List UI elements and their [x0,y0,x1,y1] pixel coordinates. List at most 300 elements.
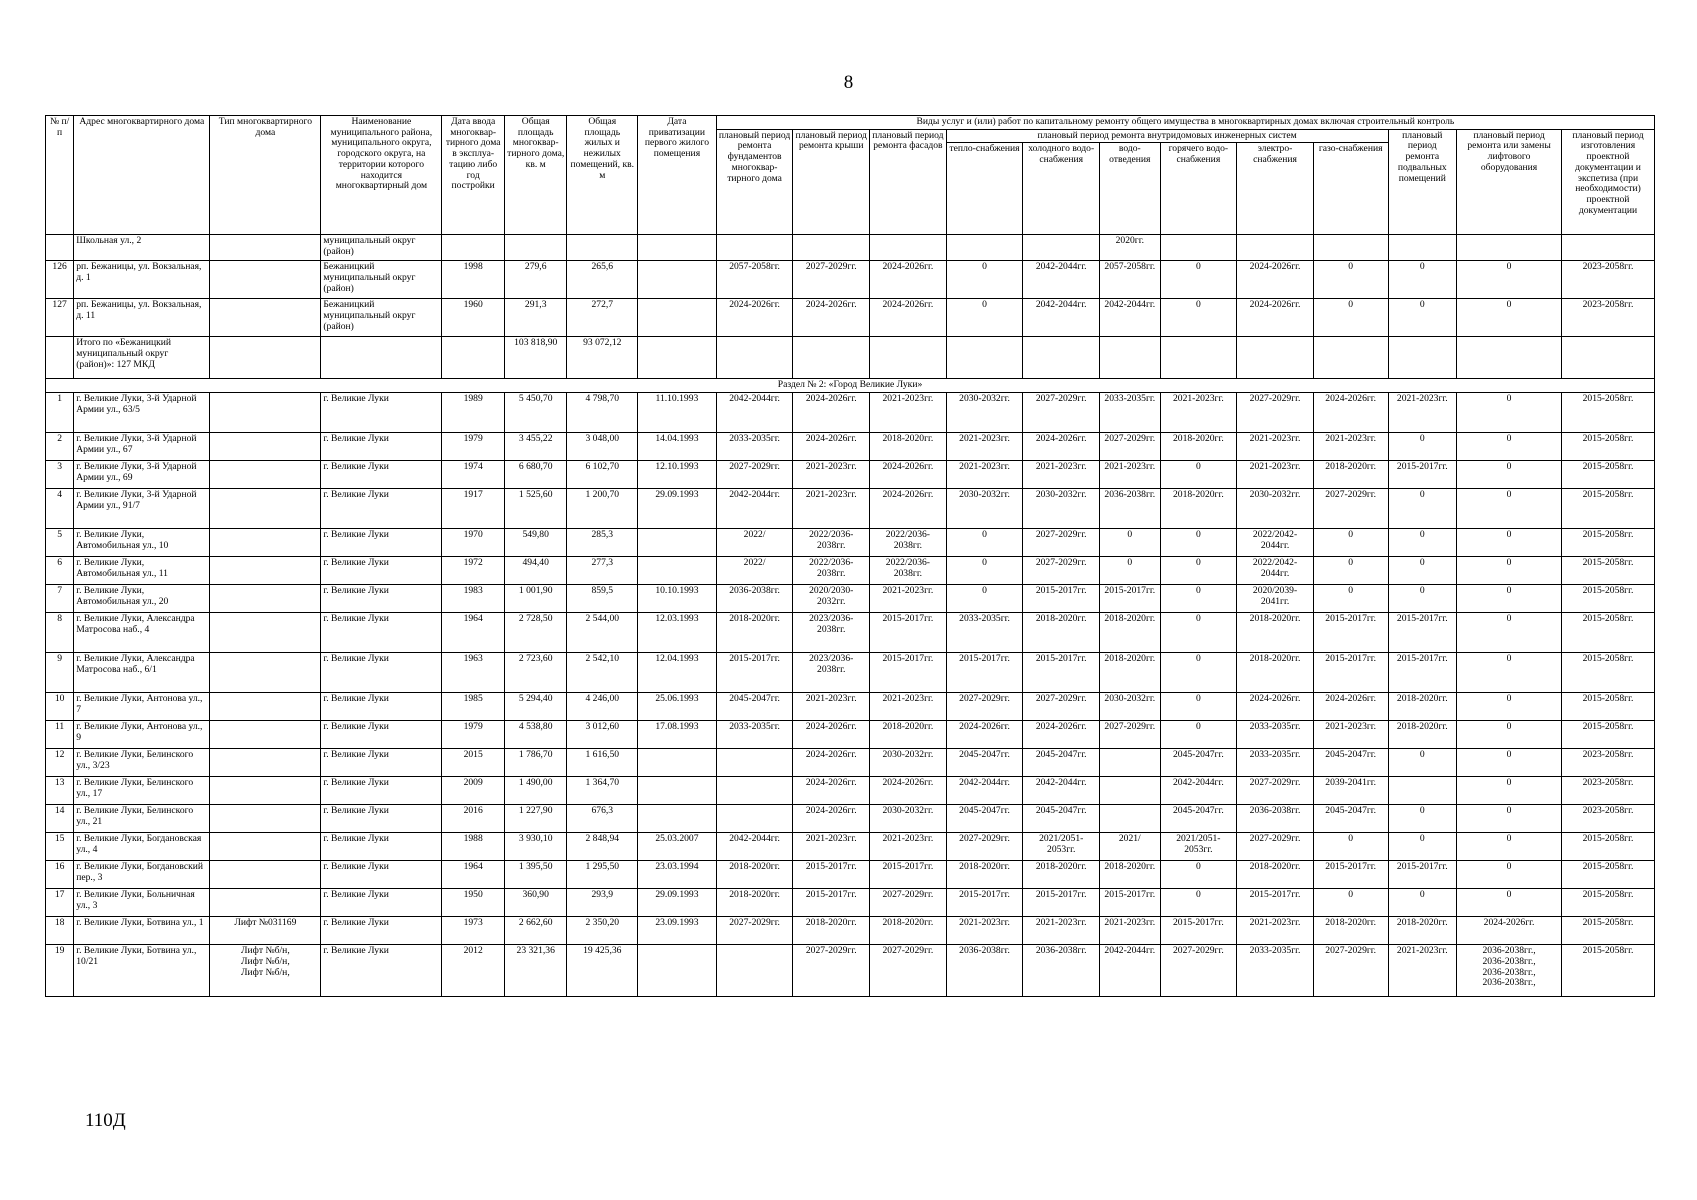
cell-design-docs: 2015-2058гг. [1562,945,1655,997]
cell-type [210,337,321,379]
cell-electricity: 2021-2023гг. [1237,917,1314,945]
cell-gas: 2015-2017гг. [1313,861,1388,889]
cell-heat [946,235,1023,261]
cell-foundation: 2036-2038гг. [716,585,793,613]
table-row [46,489,1655,529]
cell-hot-water: 2045-2047гг. [1160,749,1237,777]
cell-municipality: г. Великие Луки [321,861,442,889]
cell-basement: 0 [1388,749,1457,777]
cell-foundation [716,749,793,777]
cell-facade: 2027-2029гг. [870,889,947,917]
table-row [46,653,1655,693]
header-basement: плановый период ремонта подвальных помещений [1388,129,1457,235]
cell-num: 16 [46,861,74,889]
cell-heat: 2015-2017гг. [946,653,1023,693]
cell-privatization: 25.06.1993 [638,693,717,721]
header-cold-water: холодного водо-снабжения [1023,143,1100,235]
cell-foundation: 2015-2017гг. [716,653,793,693]
cell-gas [1313,337,1388,379]
cell-total-area: 1 395,50 [504,861,567,889]
cell-roof: 2024-2026гг. [793,433,870,461]
cell-year: 1964 [442,613,505,653]
cell-design-docs: 2015-2058гг. [1562,833,1655,861]
cell-address: г. Великие Луки, Антонова ул., 7 [74,693,210,721]
cell-privatization [638,749,717,777]
cell-gas: 2024-2026гг. [1313,393,1388,433]
table-row [46,529,1655,557]
cell-gas: 2027-2029гг. [1313,489,1388,529]
cell-living-area: 2 350,20 [567,917,638,945]
cell-year: 1950 [442,889,505,917]
header-num: № п/п [46,116,74,235]
cell-hot-water: 0 [1160,585,1237,613]
cell-facade: 2018-2020гг. [870,433,947,461]
cell-roof: 2022/2036-2038гг. [793,557,870,585]
header-systems-group: плановый период ремонта внутридомовых инженерных систем [946,129,1388,143]
cell-municipality: Бежаницкий муниципальный округ (район) [321,299,442,337]
cell-electricity: 2018-2020гг. [1237,613,1314,653]
cell-total-area: 6 680,70 [504,461,567,489]
cell-foundation: 2022/ [716,529,793,557]
section-title: Раздел № 2: «Город Великие Луки» [46,379,1655,393]
cell-year: 1985 [442,693,505,721]
cell-elevator: 0 [1457,585,1562,613]
cell-facade: 2015-2017гг. [870,613,947,653]
cell-type [210,613,321,653]
cell-drainage: 2027-2029гг. [1100,721,1161,749]
cell-num: 12 [46,749,74,777]
capital-repair-register-table [45,115,1655,997]
cell-elevator: 0 [1457,261,1562,299]
cell-year [442,235,505,261]
cell-cold-water: 2042-2044гг. [1023,261,1100,299]
table-row [46,805,1655,833]
cell-facade: 2022/2036-2038гг. [870,529,947,557]
cell-total-area: 279,6 [504,261,567,299]
cell-foundation [716,777,793,805]
cell-address: г. Великие Луки, Белинского ул., 21 [74,805,210,833]
cell-privatization: 17.08.1993 [638,721,717,749]
cell-num: 11 [46,721,74,749]
cell-electricity: 2022/2042-2044гг. [1237,557,1314,585]
cell-address: рп. Бежаницы, ул. Вокзальная, д. 11 [74,299,210,337]
cell-electricity: 2033-2035гг. [1237,749,1314,777]
table-body-section-1 [46,235,1655,379]
cell-drainage: 2042-2044гг. [1100,945,1161,997]
table-row [46,261,1655,299]
cell-year: 2009 [442,777,505,805]
cell-living-area: 293,9 [567,889,638,917]
cell-roof: 2015-2017гг. [793,889,870,917]
cell-heat: 0 [946,585,1023,613]
cell-year: 2012 [442,945,505,997]
cell-elevator: 0 [1457,721,1562,749]
cell-hot-water: 2021-2023гг. [1160,393,1237,433]
cell-drainage: 2015-2017гг. [1100,889,1161,917]
cell-basement: 0 [1388,889,1457,917]
cell-privatization [638,557,717,585]
cell-type [210,721,321,749]
cell-hot-water: 2015-2017гг. [1160,917,1237,945]
cell-year: 1970 [442,529,505,557]
cell-elevator: 0 [1457,299,1562,337]
cell-num: 7 [46,585,74,613]
cell-gas: 0 [1313,833,1388,861]
cell-type [210,261,321,299]
cell-electricity: 2036-2038гг. [1237,805,1314,833]
cell-privatization [638,805,717,833]
cell-cold-water: 2018-2020гг. [1023,861,1100,889]
cell-cold-water: 2027-2029гг. [1023,529,1100,557]
cell-elevator: 0 [1457,557,1562,585]
cell-cold-water: 2021-2023гг. [1023,461,1100,489]
cell-roof: 2023/2036-2038гг. [793,653,870,693]
cell-living-area: 272,7 [567,299,638,337]
table-row [46,693,1655,721]
header-type: Тип многоквартирного дома [210,116,321,235]
cell-heat: 2045-2047гг. [946,805,1023,833]
cell-total-area: 23 321,36 [504,945,567,997]
table-row [46,861,1655,889]
cell-living-area: 2 544,00 [567,613,638,653]
cell-cold-water: 2027-2029гг. [1023,693,1100,721]
cell-address: Школьная ул., 2 [74,235,210,261]
cell-living-area: 4 246,00 [567,693,638,721]
table-row [46,833,1655,861]
cell-municipality: г. Великие Луки [321,693,442,721]
cell-basement: 2018-2020гг. [1388,693,1457,721]
header-address: Адрес многоквартирного дома [74,116,210,235]
cell-total-area: 549,80 [504,529,567,557]
cell-basement: 0 [1388,299,1457,337]
cell-design-docs: 2015-2058гг. [1562,461,1655,489]
cell-foundation: 2042-2044гг. [716,489,793,529]
cell-total-area: 1 001,90 [504,585,567,613]
cell-electricity: 2021-2023гг. [1237,433,1314,461]
cell-municipality: г. Великие Луки [321,721,442,749]
cell-design-docs: 2015-2058гг. [1562,653,1655,693]
cell-electricity: 2018-2020гг. [1237,653,1314,693]
cell-year: 1998 [442,261,505,299]
cell-design-docs: 2015-2058гг. [1562,393,1655,433]
cell-num: 17 [46,889,74,917]
cell-basement: 2021-2023гг. [1388,945,1457,997]
cell-type [210,889,321,917]
cell-facade: 2018-2020гг. [870,721,947,749]
cell-municipality: г. Великие Луки [321,777,442,805]
cell-address: г. Великие Луки, Александра Матросова наб., 6/1 [74,653,210,693]
cell-heat: 2042-2044гг. [946,777,1023,805]
cell-elevator: 0 [1457,461,1562,489]
cell-drainage: 2021-2023гг. [1100,917,1161,945]
cell-hot-water: 2018-2020гг. [1160,489,1237,529]
cell-line: 2036-2038гг., [1482,977,1536,989]
cell-facade: 2024-2026гг. [870,777,947,805]
cell-living-area: 859,5 [567,585,638,613]
header-facade: плановый период ремонта фасадов [870,129,947,235]
cell-elevator: 0 [1457,489,1562,529]
cell-type [210,945,321,997]
cell-municipality: г. Великие Луки [321,585,442,613]
cell-design-docs: 2015-2058гг. [1562,889,1655,917]
cell-foundation: 2027-2029гг. [716,917,793,945]
cell-foundation: 2042-2044гг. [716,833,793,861]
cell-municipality: г. Великие Луки [321,805,442,833]
cell-elevator: 0 [1457,861,1562,889]
cell-privatization [638,299,717,337]
cell-living-area: 3 012,60 [567,721,638,749]
cell-living-area: 19 425,36 [567,945,638,997]
cell-address: г. Великие Луки, Антонова ул., 9 [74,721,210,749]
cell-elevator: 0 [1457,777,1562,805]
cell-hot-water [1160,337,1237,379]
cell-type [210,805,321,833]
table-row [46,557,1655,585]
cell-elevator: 0 [1457,693,1562,721]
header-design-docs: плановый период изготовления проектной документации и экспетиза (при необходимости) проектной документации [1562,129,1655,235]
cell-total-area: 1 525,60 [504,489,567,529]
cell-roof: 2027-2029гг. [793,261,870,299]
cell-basement [1388,337,1457,379]
cell-living-area: 277,3 [567,557,638,585]
cell-drainage: 2015-2017гг. [1100,585,1161,613]
cell-facade: 2021-2023гг. [870,585,947,613]
cell-year: 1979 [442,433,505,461]
cell-facade [870,337,947,379]
header-living-area: Общая площадь жилых и нежилых помещений, кв. м [567,116,638,235]
cell-electricity: 2027-2029гг. [1237,393,1314,433]
cell-cold-water: 2045-2047гг. [1023,749,1100,777]
cell-privatization: 12.10.1993 [638,461,717,489]
table-row [46,721,1655,749]
cell-drainage: 2018-2020гг. [1100,653,1161,693]
cell-facade: 2022/2036-2038гг. [870,557,947,585]
cell-hot-water: 0 [1160,653,1237,693]
cell-total-area: 2 728,50 [504,613,567,653]
cell-type: Лифт №031169 [210,917,321,945]
cell-year: 2016 [442,805,505,833]
cell-facade: 2024-2026гг. [870,299,947,337]
cell-gas: 2039-2041гг. [1313,777,1388,805]
cell-basement: 2015-2017гг. [1388,653,1457,693]
cell-design-docs: 2015-2058гг. [1562,721,1655,749]
cell-municipality: г. Великие Луки [321,889,442,917]
cell-hot-water: 0 [1160,461,1237,489]
cell-privatization [638,337,717,379]
table-row [46,613,1655,653]
header-electricity: электро-снабжения [1237,143,1314,235]
cell-foundation [716,235,793,261]
cell-design-docs: 2023-2058гг. [1562,299,1655,337]
cell-elevator: 2024-2026гг. [1457,917,1562,945]
header-privatization: Дата приватизации первого жилого помещения [638,116,717,235]
cell-elevator: 0 [1457,529,1562,557]
cell-num: 9 [46,653,74,693]
cell-total-area: 5 450,70 [504,393,567,433]
cell-electricity: 2027-2029гг. [1237,833,1314,861]
cell-heat: 0 [946,299,1023,337]
cell-basement: 0 [1388,433,1457,461]
cell-roof: 2015-2017гг. [793,861,870,889]
cell-address: г. Великие Луки, 3-й Ударной Армии ул., 63/5 [74,393,210,433]
cell-hot-water: 0 [1160,299,1237,337]
cell-facade: 2024-2026гг. [870,261,947,299]
cell-roof: 2021-2023гг. [793,489,870,529]
cell-living-area: 2 542,10 [567,653,638,693]
cell-drainage: 2042-2044гг. [1100,299,1161,337]
cell-roof: 2021-2023гг. [793,693,870,721]
cell-type [210,557,321,585]
header-works-group: Виды услуг и (или) работ по капитальному ремонту общего имущества в многоквартирных домах включая строительный контроль [716,116,1654,130]
cell-facade: 2021-2023гг. [870,693,947,721]
cell-foundation: 2018-2020гг. [716,889,793,917]
cell-municipality: г. Великие Луки [321,461,442,489]
cell-living-area: 2 848,94 [567,833,638,861]
cell-gas: 2018-2020гг. [1313,461,1388,489]
cell-address: г. Великие Луки, Автомобильная ул., 10 [74,529,210,557]
cell-municipality: г. Великие Луки [321,489,442,529]
cell-foundation: 2042-2044гг. [716,393,793,433]
cell-drainage [1100,749,1161,777]
cell-foundation: 2057-2058гг. [716,261,793,299]
cell-design-docs: 2015-2058гг. [1562,585,1655,613]
cell-cold-water [1023,235,1100,261]
cell-gas: 2015-2017гг. [1313,653,1388,693]
cell-address: Итого по «Бежаницкий муниципальный округ (район)»: 127 МКД [74,337,210,379]
cell-electricity: 2024-2026гг. [1237,693,1314,721]
cell-drainage: 2021/ [1100,833,1161,861]
cell-type [210,235,321,261]
cell-facade: 2015-2017гг. [870,861,947,889]
cell-drainage [1100,777,1161,805]
cell-total-area: 291,3 [504,299,567,337]
cell-municipality: г. Великие Луки [321,945,442,997]
cell-hot-water: 0 [1160,529,1237,557]
cell-basement: 0 [1388,585,1457,613]
table-row [46,235,1655,261]
cell-type [210,299,321,337]
cell-living-area: 1 200,70 [567,489,638,529]
cell-hot-water: 2018-2020гг. [1160,433,1237,461]
cell-electricity: 2024-2026гг. [1237,299,1314,337]
cell-facade: 2030-2032гг. [870,805,947,833]
cell-line: 2036-2038гг., [1482,955,1536,967]
table-row [46,777,1655,805]
cell-year: 1960 [442,299,505,337]
cell-elevator: 0 [1457,393,1562,433]
header-municipality: Наименование муниципального района, муниципального округа, городского округа, на территории которого находится многоквартирный дом [321,116,442,235]
cell-design-docs [1562,337,1655,379]
cell-electricity: 2033-2035гг. [1237,721,1314,749]
cell-elevator [1457,235,1562,261]
cell-cold-water: 2027-2029гг. [1023,393,1100,433]
footer-code: 110Д [85,1110,126,1131]
table-header [46,116,1655,235]
cell-electricity: 2022/2042-2044гг. [1237,529,1314,557]
cell-address: рп. Бежаницы, ул. Вокзальная, д. 1 [74,261,210,299]
cell-privatization: 11.10.1993 [638,393,717,433]
cell-living-area: 1 295,50 [567,861,638,889]
cell-foundation [716,337,793,379]
cell-drainage: 0 [1100,557,1161,585]
cell-electricity: 2021-2023гг. [1237,461,1314,489]
cell-num: 5 [46,529,74,557]
header-gas: газо-снабжения [1313,143,1388,235]
cell-roof [793,337,870,379]
cell-hot-water: 0 [1160,693,1237,721]
table-row [46,749,1655,777]
cell-line: Лифт №б/н, [241,966,290,978]
cell-type [210,833,321,861]
cell-type [210,861,321,889]
cell-design-docs: 2023-2058гг. [1562,261,1655,299]
cell-total-area: 5 294,40 [504,693,567,721]
cell-num: 1 [46,393,74,433]
cell-type [210,777,321,805]
cell-heat: 0 [946,529,1023,557]
cell-cold-water: 2021/2051-2053гг. [1023,833,1100,861]
cell-heat: 2045-2047гг. [946,749,1023,777]
cell-facade: 2021-2023гг. [870,833,947,861]
cell-privatization: 23.09.1993 [638,917,717,945]
cell-type [210,461,321,489]
cell-foundation: 2024-2026гг. [716,299,793,337]
cell-year: 1989 [442,393,505,433]
cell-type [210,749,321,777]
cell-basement: 2015-2017гг. [1388,861,1457,889]
cell-drainage: 2057-2058гг. [1100,261,1161,299]
cell-privatization: 29.09.1993 [638,889,717,917]
cell-roof: 2024-2026гг. [793,393,870,433]
table-row [46,299,1655,337]
cell-living-area: 1 616,50 [567,749,638,777]
cell-gas: 2021-2023гг. [1313,721,1388,749]
cell-line: 2036-2038гг., [1482,966,1536,978]
cell-drainage: 2036-2038гг. [1100,489,1161,529]
cell-heat: 2036-2038гг. [946,945,1023,997]
cell-total-area: 2 662,60 [504,917,567,945]
cell-facade: 2018-2020гг. [870,917,947,945]
header-foundation: плановый период ремонта фундаментов многоквар-тирного дома [716,129,793,235]
table-row [46,433,1655,461]
cell-roof: 2022/2036-2038гг. [793,529,870,557]
cell-num: 13 [46,777,74,805]
cell-municipality [321,337,442,379]
cell-num: 8 [46,613,74,653]
cell-electricity [1237,235,1314,261]
cell-cold-water: 2042-2044гг. [1023,777,1100,805]
cell-total-area: 1 786,70 [504,749,567,777]
cell-num: 19 [46,945,74,997]
cell-year: 1979 [442,721,505,749]
cell-design-docs: 2015-2058гг. [1562,861,1655,889]
cell-design-docs: 2023-2058гг. [1562,777,1655,805]
cell-privatization [638,235,717,261]
cell-foundation: 2022/ [716,557,793,585]
cell-roof: 2024-2026гг. [793,299,870,337]
cell-heat [946,337,1023,379]
cell-num: 14 [46,805,74,833]
cell-elevator: 0 [1457,889,1562,917]
cell-cold-water: 2045-2047гг. [1023,805,1100,833]
cell-total-area: 3 930,10 [504,833,567,861]
cell-design-docs: 2015-2058гг. [1562,489,1655,529]
cell-hot-water: 0 [1160,889,1237,917]
cell-hot-water: 2021/2051-2053гг. [1160,833,1237,861]
cell-type [210,393,321,433]
cell-year: 1974 [442,461,505,489]
cell-num: 10 [46,693,74,721]
